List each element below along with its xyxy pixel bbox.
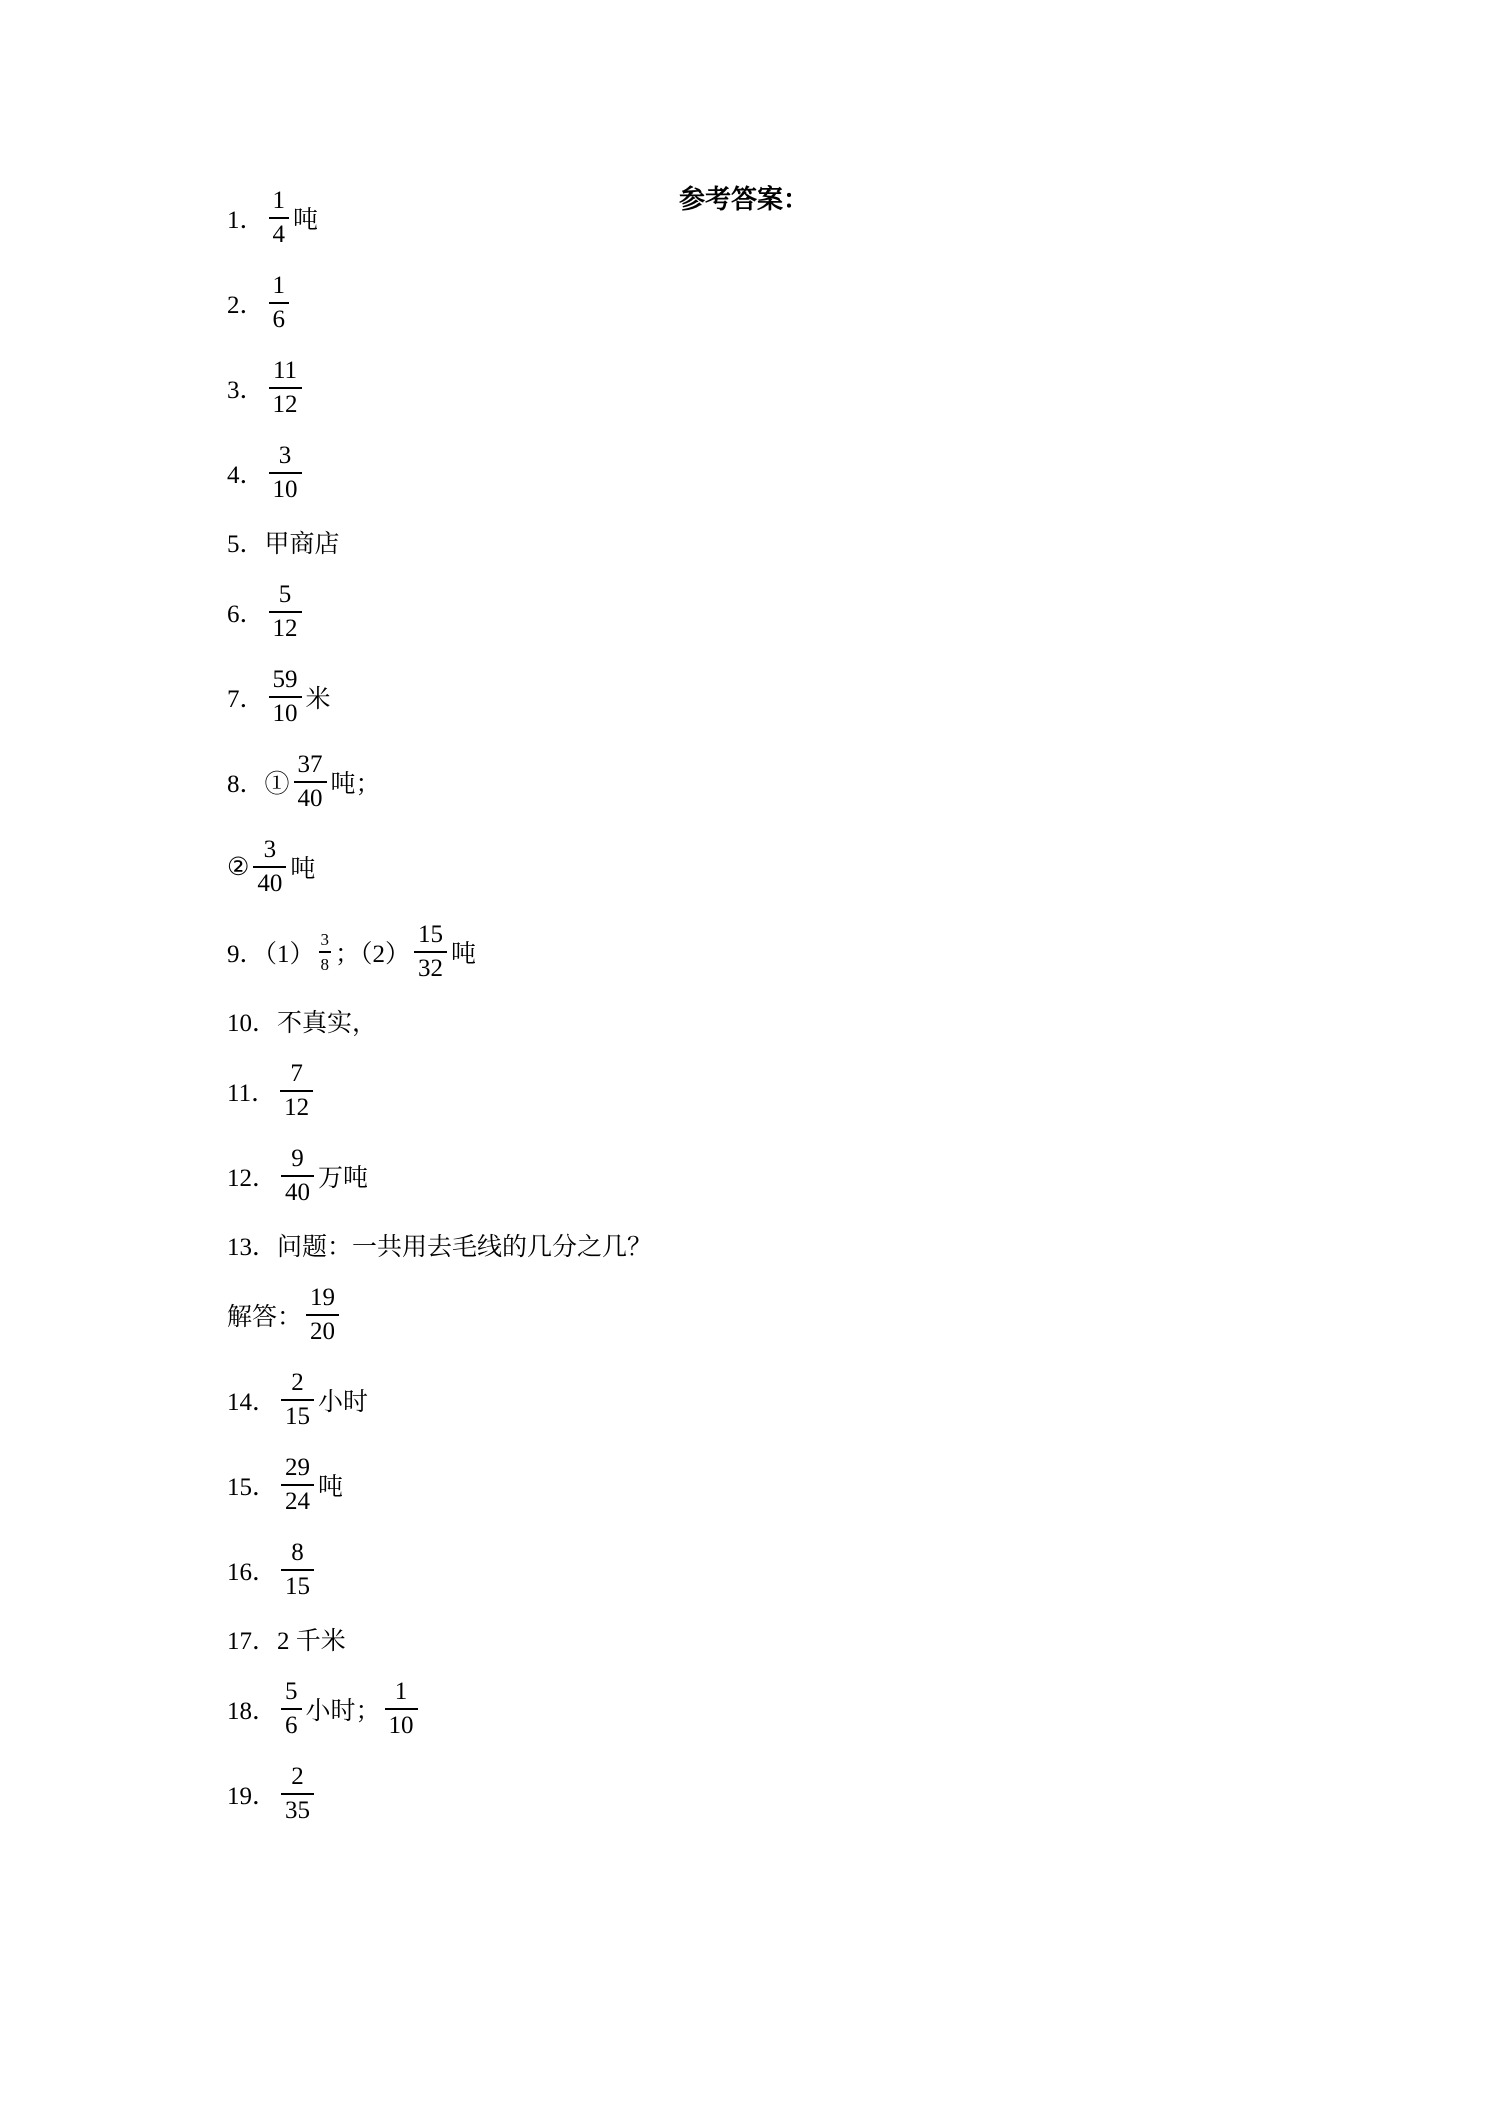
- answer-text: 3．: [227, 377, 265, 404]
- fraction-bar: [269, 611, 302, 613]
- fraction-bar: [281, 1708, 302, 1710]
- answer-text: ；（2）: [335, 941, 411, 968]
- answer-text: 13．问题：一共用去毛线的几分之几？: [227, 1234, 653, 1261]
- answer-item: [227, 580, 306, 644]
- fraction: [281, 1453, 314, 1517]
- answer-item: [227, 835, 315, 899]
- answer-text: 5．甲商店: [227, 531, 340, 558]
- numerator: 1: [394, 1678, 408, 1706]
- answer-item: [227, 1607, 346, 1671]
- answer-text: 14．: [227, 1389, 278, 1416]
- answer-item: [227, 1538, 318, 1602]
- answer-text: 10．不真实，: [227, 1010, 378, 1037]
- fraction-bar: [269, 302, 290, 304]
- answer-text: 吨: [290, 856, 316, 883]
- answer-text: 8．①: [227, 771, 290, 798]
- answer-text: 19．: [227, 1783, 278, 1810]
- answer-item: [227, 920, 476, 984]
- fraction: [269, 356, 302, 420]
- answer-text: 4．: [227, 462, 265, 489]
- numerator: 15: [418, 921, 444, 949]
- fraction-bar: [294, 781, 327, 783]
- numerator: 2: [291, 1763, 304, 1791]
- denominator: 10: [272, 699, 298, 727]
- numerator: 5: [278, 581, 292, 609]
- answer-item: [227, 1283, 343, 1347]
- answer-text: 小时；: [305, 1698, 381, 1725]
- answer-text: 11．: [227, 1080, 277, 1107]
- fraction-bar: [269, 217, 290, 219]
- fraction: [281, 1368, 314, 1432]
- numerator: 3: [278, 442, 292, 470]
- denominator: 12: [284, 1093, 310, 1121]
- denominator: 40: [297, 784, 323, 812]
- denominator: 15: [285, 1402, 311, 1430]
- answer-text: 万吨: [318, 1165, 369, 1192]
- numerator: 3: [320, 930, 330, 950]
- numerator: 9: [291, 1145, 304, 1173]
- fraction-bar: [306, 1314, 339, 1316]
- fraction: [306, 1283, 339, 1347]
- fraction: [280, 1059, 313, 1123]
- fraction-bar: [253, 866, 286, 868]
- answer-text: 6．: [227, 601, 265, 628]
- fraction: [281, 1144, 314, 1208]
- denominator: 35: [285, 1796, 311, 1824]
- denominator: 4: [272, 220, 286, 248]
- answer-item: [227, 1677, 422, 1741]
- answer-item: [227, 1762, 318, 1826]
- answer-text: 9．（1）: [227, 941, 315, 968]
- denominator: 6: [272, 305, 286, 333]
- denominator: 32: [418, 954, 444, 982]
- fraction: [269, 186, 290, 250]
- answer-text: ②: [227, 854, 250, 881]
- answer-item: [227, 441, 306, 505]
- fraction-bar: [281, 1569, 314, 1571]
- denominator: 20: [310, 1317, 336, 1345]
- answer-item: [227, 510, 340, 574]
- fraction: [281, 1762, 314, 1826]
- fraction-bar: [281, 1484, 314, 1486]
- fraction-bar: [281, 1175, 314, 1177]
- numerator: 2: [291, 1369, 304, 1397]
- fraction-bar: [385, 1708, 418, 1710]
- page-title: 参考答案：: [678, 185, 809, 214]
- answer-item: [227, 665, 331, 729]
- fraction: [281, 1677, 302, 1741]
- fraction-bar: [281, 1399, 314, 1401]
- fraction: [385, 1677, 418, 1741]
- answer-item: [227, 271, 293, 335]
- fraction: [269, 580, 302, 644]
- answer-item: [227, 1453, 343, 1517]
- numerator: 8: [291, 1539, 304, 1567]
- denominator: 6: [285, 1711, 298, 1739]
- answer-item: [227, 1213, 652, 1277]
- answer-text: 17．2 千米: [227, 1628, 346, 1655]
- answer-item: [227, 1368, 368, 1432]
- numerator: 11: [272, 357, 298, 385]
- fraction: [281, 1538, 314, 1602]
- numerator: 7: [290, 1060, 303, 1088]
- denominator: 10: [388, 1711, 414, 1739]
- denominator: 24: [285, 1487, 311, 1515]
- answer-item: [227, 1144, 368, 1208]
- fraction-bar: [269, 472, 302, 474]
- numerator: 1: [272, 187, 286, 215]
- denominator: 15: [285, 1572, 311, 1600]
- fraction: [319, 929, 332, 975]
- numerator: 59: [272, 666, 298, 694]
- answer-item: [227, 1059, 317, 1123]
- fraction-bar: [269, 696, 302, 698]
- fraction-bar: [280, 1090, 313, 1092]
- answer-text: 吨: [451, 941, 477, 968]
- answer-item: [227, 989, 377, 1053]
- fraction: [269, 271, 290, 335]
- numerator: 29: [285, 1454, 311, 1482]
- answer-text: 吨；: [330, 771, 381, 798]
- fraction: [253, 835, 286, 899]
- answer-text: 小时: [318, 1389, 369, 1416]
- answer-text: 米: [305, 686, 331, 713]
- answer-item: [227, 356, 306, 420]
- fraction-bar: [269, 387, 302, 389]
- answer-text: 解答：: [227, 1304, 303, 1331]
- answer-text: 15．: [227, 1474, 278, 1501]
- numerator: 5: [285, 1678, 298, 1706]
- answer-text: 16．: [227, 1559, 278, 1586]
- answer-text: 2．: [227, 292, 265, 319]
- fraction-bar: [414, 951, 447, 953]
- answer-text: 12．: [227, 1165, 278, 1192]
- numerator: 3: [263, 836, 277, 864]
- denominator: 12: [272, 390, 298, 418]
- answer-text: 吨: [293, 207, 319, 234]
- answer-item: [227, 186, 318, 250]
- fraction-bar: [281, 1793, 314, 1795]
- denominator: 40: [257, 869, 283, 897]
- denominator: 12: [272, 614, 298, 642]
- answer-text: 吨: [318, 1474, 344, 1501]
- denominator: 8: [320, 954, 330, 974]
- denominator: 10: [272, 475, 298, 503]
- answer-item: [227, 750, 381, 814]
- answer-text: 7．: [227, 686, 265, 713]
- numerator: 37: [297, 751, 323, 779]
- fraction: [269, 441, 302, 505]
- numerator: 19: [310, 1284, 336, 1312]
- answer-text: 18．: [227, 1698, 278, 1725]
- numerator: 1: [272, 272, 286, 300]
- fraction-bar: [319, 951, 332, 953]
- fraction: [414, 920, 447, 984]
- answer-text: 1．: [227, 207, 265, 234]
- fraction: [269, 665, 302, 729]
- denominator: 40: [285, 1178, 311, 1206]
- fraction: [294, 750, 327, 814]
